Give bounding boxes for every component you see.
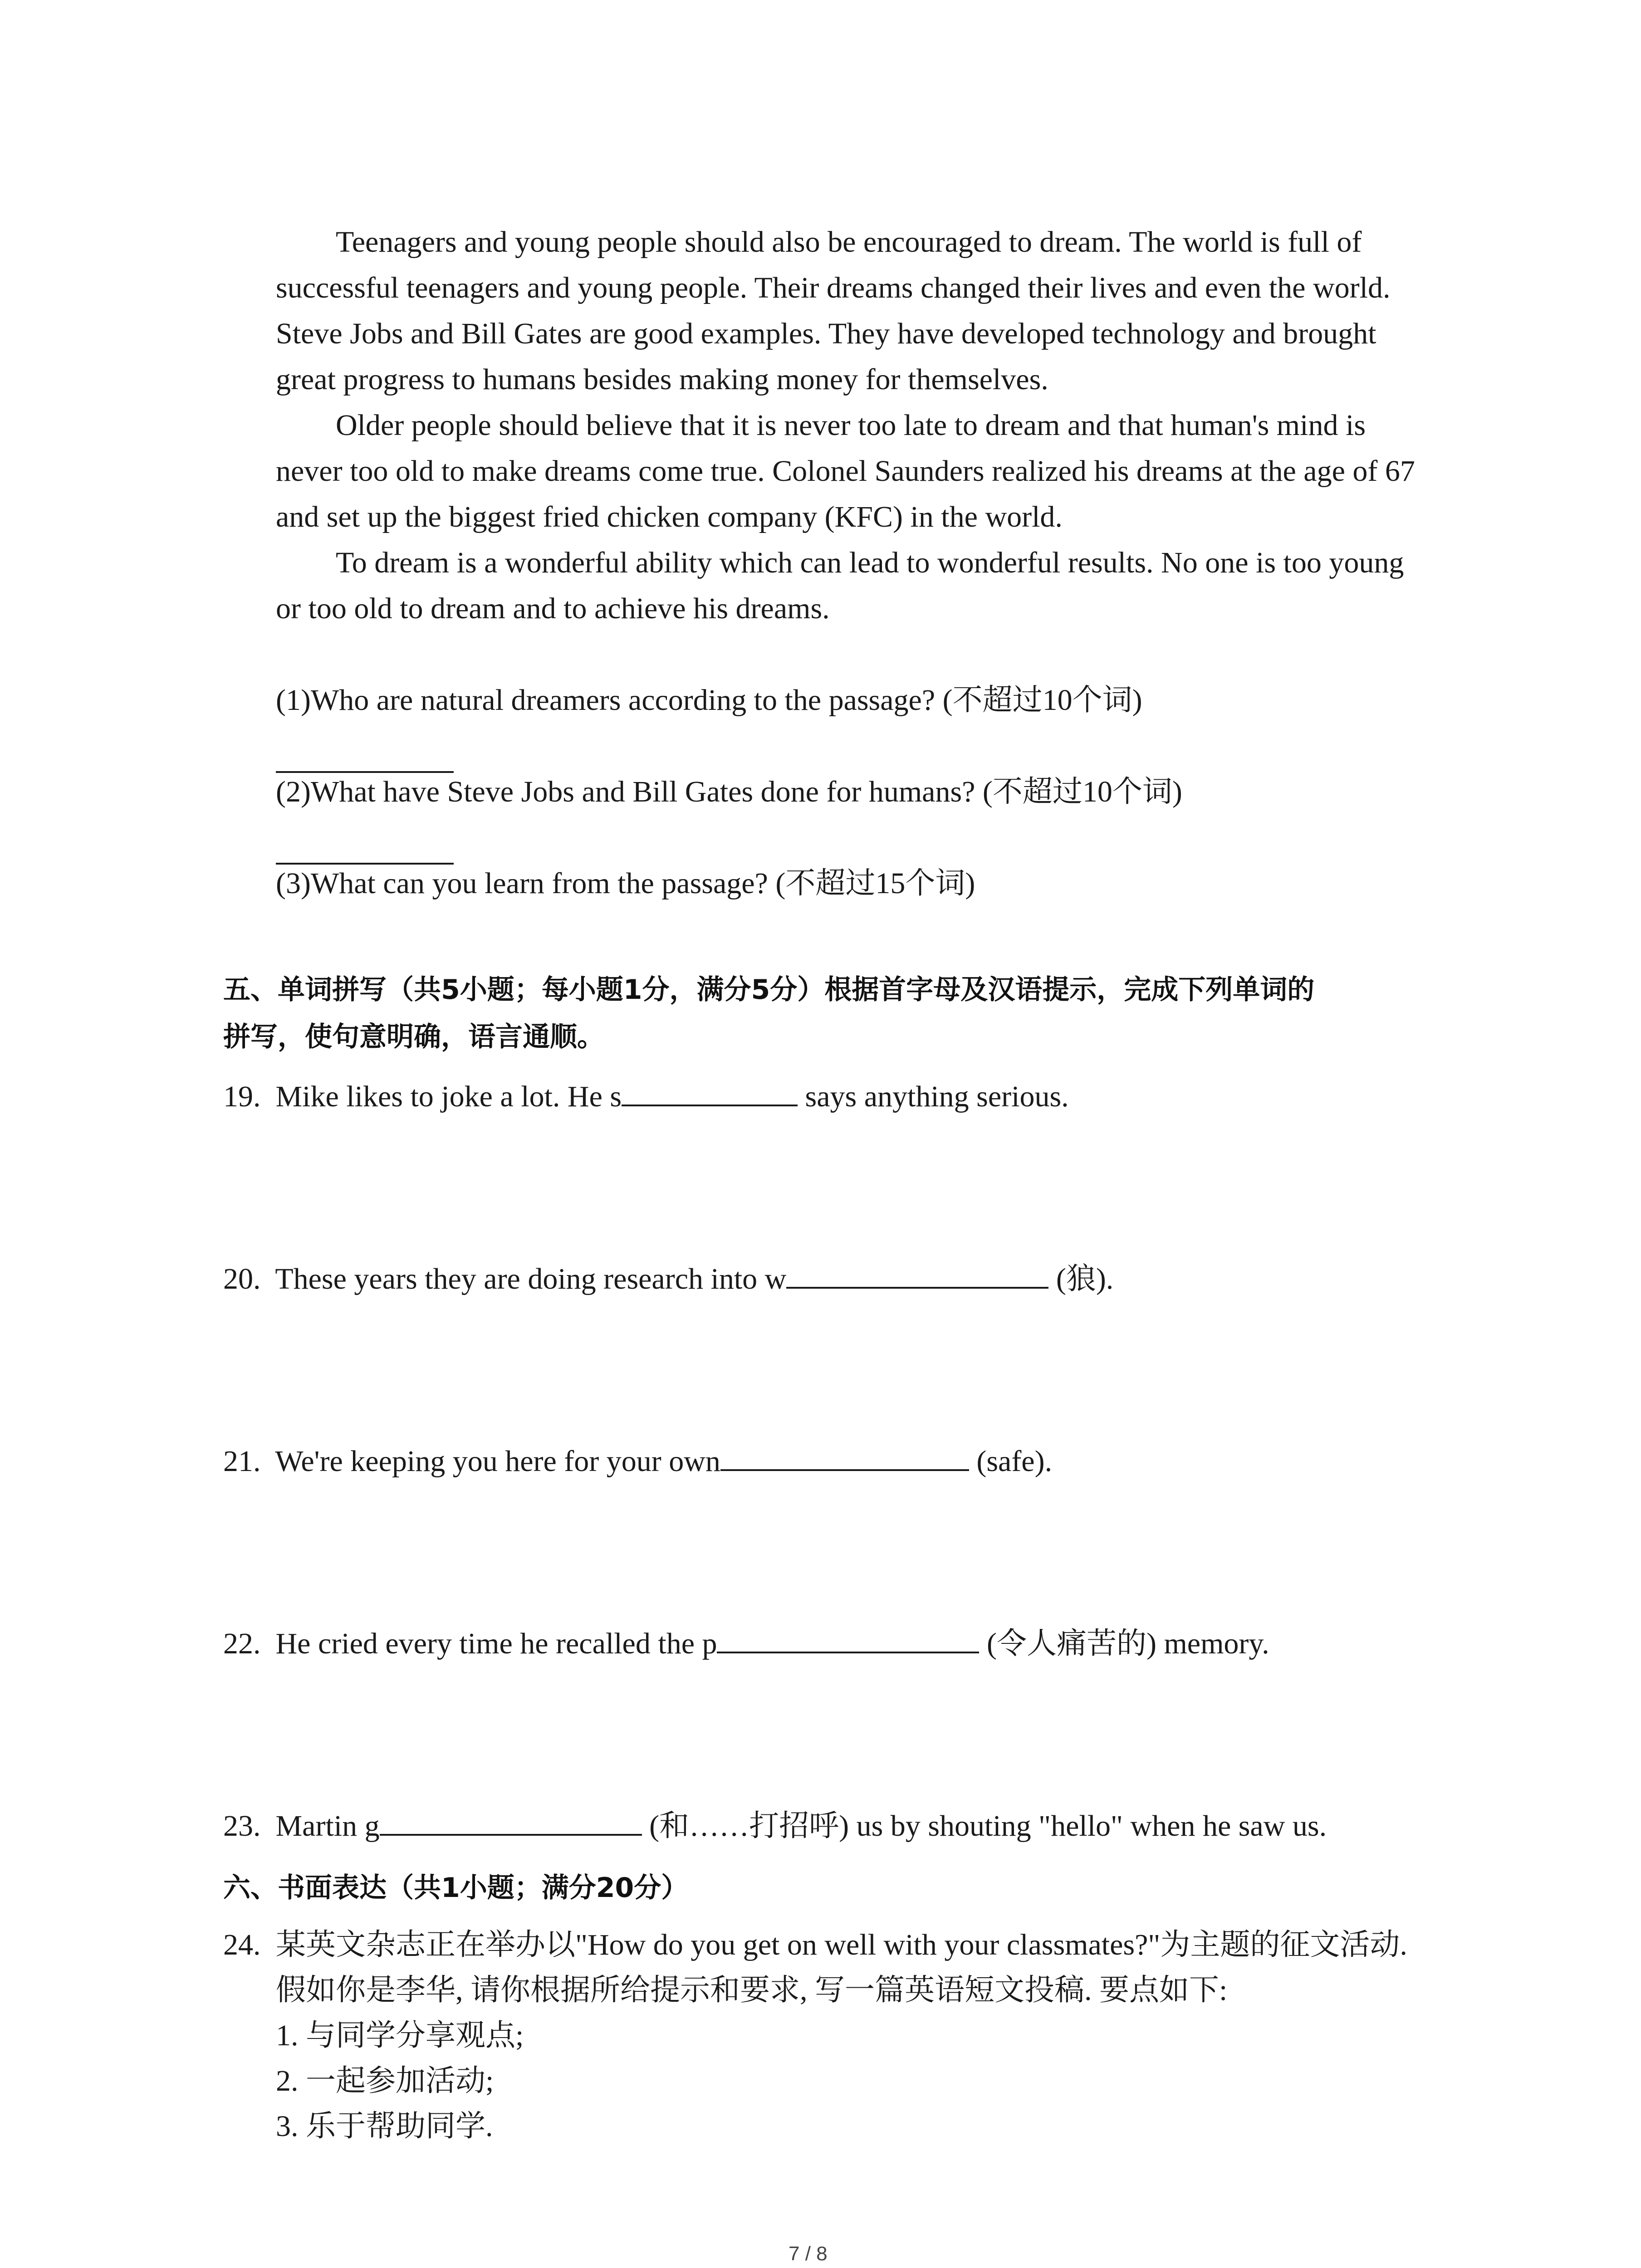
- item-number: 21.: [223, 1445, 261, 1478]
- writing-point: 3. 乐于帮助同学.: [276, 2110, 493, 2143]
- section-5-heading-line-2: 拼写，使句意明确，语言通顺。: [223, 1021, 604, 1053]
- item-number: 22.: [223, 1627, 261, 1660]
- item-text-after: (令人痛苦的) memory.: [979, 1627, 1269, 1660]
- writing-point: 1. 与同学分享观点;: [276, 2019, 524, 2052]
- spelling-item-19: [223, 1074, 1069, 1119]
- spelling-item-22: [223, 1621, 1269, 1667]
- passage-line: or too old to dream and to achieve his dreams.: [276, 592, 830, 625]
- section-5-heading-line-1: 五、单词拼写（共5小题；每小题1分，满分5分）根据首字母及汉语提示，完成下列单词的: [223, 974, 1315, 1006]
- item-text-before: We're keeping you here for your own: [275, 1445, 720, 1478]
- question-3: (3)What can you learn from the passage? (不超过15个词): [276, 867, 975, 900]
- spelling-item-23: [223, 1804, 1327, 1849]
- fill-blank[interactable]: [786, 1260, 1048, 1289]
- item-text-before: He cried every time he recalled the p: [275, 1627, 717, 1660]
- page-number: 7 / 8: [789, 2243, 828, 2265]
- item-text-after: (狼).: [1048, 1262, 1114, 1295]
- passage-line: successful teenagers and young people. Their dreams changed their lives and even the world.: [276, 271, 1391, 304]
- writing-prompt-line: 某英文杂志正在举办以"How do you get on well with your classmates?"为主题的征文活动.: [276, 1928, 1407, 1961]
- fill-blank[interactable]: [717, 1624, 979, 1653]
- writing-prompt-line: 假如你是李华, 请你根据所给提示和要求, 写一篇英语短文投稿. 要点如下:: [276, 1974, 1228, 2007]
- item-text-after: (safe).: [969, 1445, 1053, 1478]
- fill-blank[interactable]: [380, 1807, 642, 1836]
- item-number: 19.: [223, 1080, 261, 1113]
- item-text-before: These years they are doing research into w: [275, 1262, 787, 1295]
- passage-line: To dream is a wonderful ability which can lead to wonderful results. No one is too young: [336, 546, 1404, 579]
- question-1: (1)Who are natural dreamers according to the passage? (不超过10个词): [276, 684, 1142, 717]
- passage-line: great progress to humans besides making money for themselves.: [276, 363, 1048, 396]
- section-6-heading: 六、书面表达（共1小题；满分20分）: [223, 1872, 689, 1904]
- spelling-item-20: [223, 1256, 1113, 1302]
- passage-line: Older people should believe that it is never too late to dream and that human's mind is: [336, 409, 1366, 442]
- passage-line: and set up the biggest fried chicken company (KFC) in the world.: [276, 500, 1063, 533]
- passage-line: Teenagers and young people should also be encouraged to dream. The world is full of: [336, 225, 1362, 259]
- writing-point: 2. 一起参加活动;: [276, 2064, 494, 2097]
- passage-line: never too old to make dreams come true. Colonel Saunders realized his dreams at the age of 67: [276, 455, 1415, 488]
- writing-item-number: 24.: [223, 1928, 261, 1961]
- question-2: (2)What have Steve Jobs and Bill Gates done for humans? (不超过10个词): [276, 775, 1182, 808]
- item-text-after: says anything serious.: [798, 1080, 1069, 1113]
- item-text-after: (和……打招呼) us by shouting "hello" when he saw us.: [642, 1809, 1327, 1843]
- item-text-before: Mike likes to joke a lot. He s: [275, 1080, 622, 1113]
- passage-line: Steve Jobs and Bill Gates are good examples. They have developed technology and brought: [276, 317, 1376, 350]
- fill-blank[interactable]: [622, 1077, 798, 1106]
- item-number: 20.: [223, 1262, 261, 1295]
- spelling-item-21: [223, 1439, 1052, 1484]
- item-number: 23.: [223, 1809, 261, 1843]
- fill-blank[interactable]: [720, 1442, 969, 1471]
- item-text-before: Martin g: [275, 1809, 380, 1843]
